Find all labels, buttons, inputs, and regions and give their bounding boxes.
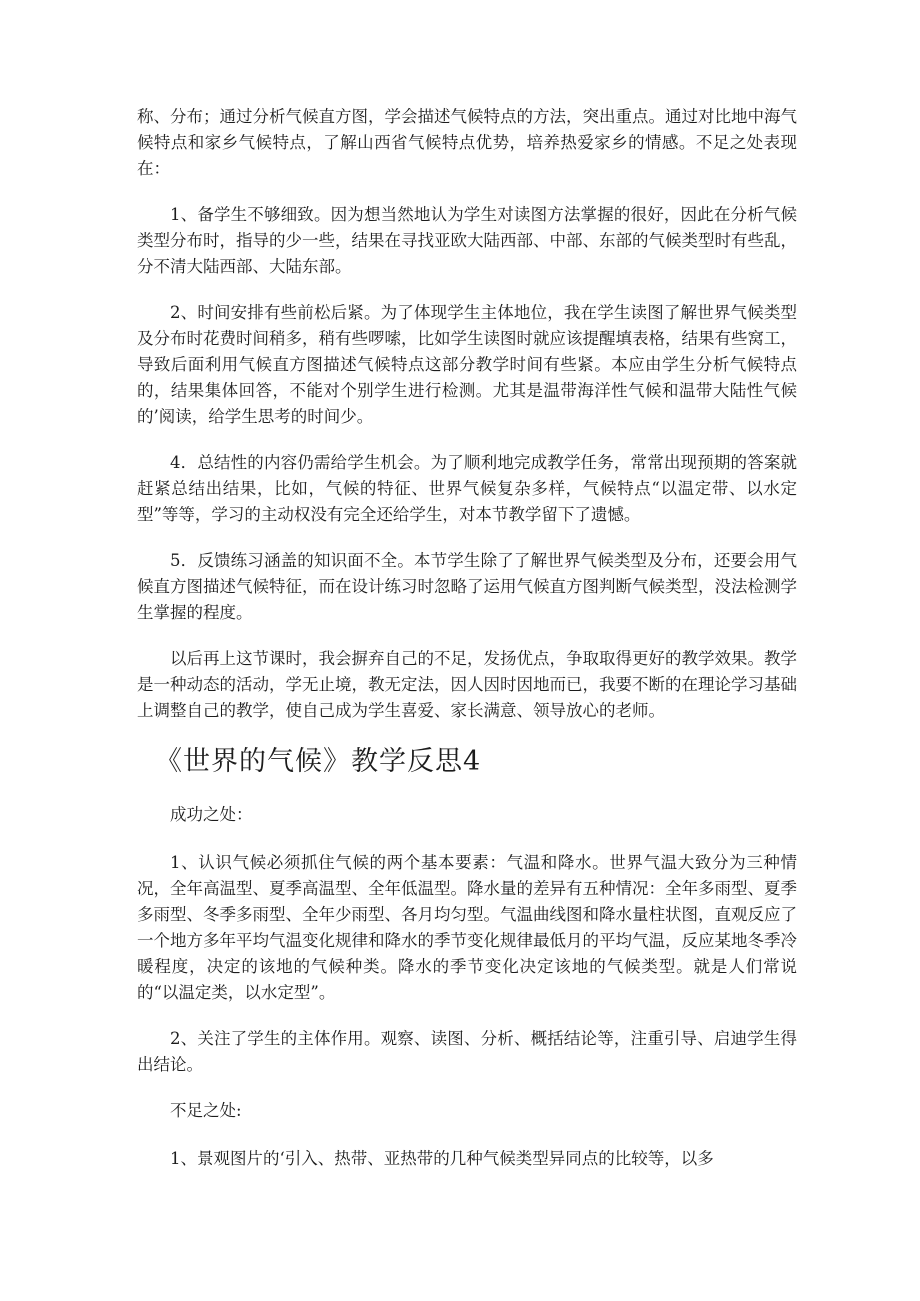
paragraph-shortcoming-5: 5．反馈练习涵盖的知识面不全。本节学生除了了解世界气候类型及分布，还要会用气候直方图描述气候特征，而在设计练习时忽略了运用气候直方图判断气候类型，没法检测学生掌握的程度。 xyxy=(137,551,797,622)
paragraph-shortcoming-4: 4．总结性的内容仍需给学生机会。为了顺利地完成教学任务，常常出现预期的答案就赶紧总结出结果，比如，气候的特征、世界气候复杂多样，气候特点“以温定带、以水定型”等等，学习的主动权没有完全还给学生，对本节教学留下了遗憾。 xyxy=(137,453,797,524)
paragraph-intro-continued: 称、分布；通过分析气候直方图，学会描述气候特点的方法，突出重点。通过对比地中海气候特点和家乡气候特点，了解山西省气候特点优势，培养热爱家乡的情感。不足之处表现在： xyxy=(137,107,797,178)
section-title: 《世界的气候》教学反思4 xyxy=(155,746,482,777)
paragraph-shortcoming-new-1: 1、景观图片的‘引入、热带、亚热带的几种气候类型异同点的比较等，以多 xyxy=(170,1149,714,1168)
paragraph-shortcoming-1: 1、备学生不够细致。因为想当然地认为学生对读图方法掌握的很好，因此在分析气候类型分布时，指导的少一些，结果在寻找亚欧大陆西部、中部、东部的气候类型时有些乱，分不清大陆西部、大陆东部。 xyxy=(137,205,797,276)
paragraph-success-1: 1、认识气候必须抓住气候的两个基本要素：气温和降水。世界气温大致分为三种情况，全年高温型、夏季高温型、全年低温型。降水量的差异有五种情况：全年多雨型、夏季多雨型、冬季多雨型、全年少雨型、各月均匀型。气温曲线图和降水量柱状图，直观反应了一个地方多年平均气温变化规律和降水的季节变化规律最低月的平均气温，反应某地冬季冷暖程度，决定的该地的气候种类。降水的季节变化决定该地的气候类型。就是人们常说的“以温定类，以水定型”。 xyxy=(137,853,797,1002)
paragraph-shortcoming-label: 不足之处: xyxy=(170,1101,242,1120)
document-body xyxy=(137,104,797,1192)
paragraph-shortcoming-2: 2、时间安排有些前松后紧。为了体现学生主体地位，我在学生读图了解世界气候类型及分布时花费时间稍多，稍有些啰嗦，比如学生读图时就应该提醒填表格，结果有些窝工，导致后面利用气候直方图描述气候特点这部分教学时间有些紧。本应由学生分析气候特点的，结果集体回答，不能对个别学生进行检测。尤其是温带海洋性气候和温带大陆性气候的’阅读，给学生思考的时间少。 xyxy=(137,303,797,426)
paragraph-success-2: 2、关注了学生的主体作用。观察、读图、分析、概括结论等，注重引导、启迪学生得出结论。 xyxy=(137,1029,797,1074)
paragraph-success-label: 成功之处： xyxy=(170,805,253,824)
paragraph-conclusion: 以后再上这节课时，我会摒弃自己的不足，发扬优点，争取取得更好的教学效果。教学是一种动态的活动，学无止境，教无定法，因人因时因地而已，我要不断的在理论学习基础上调整自己的教学，使自己成为学生喜爱、家长满意、领导放心的老师。 xyxy=(137,649,797,720)
